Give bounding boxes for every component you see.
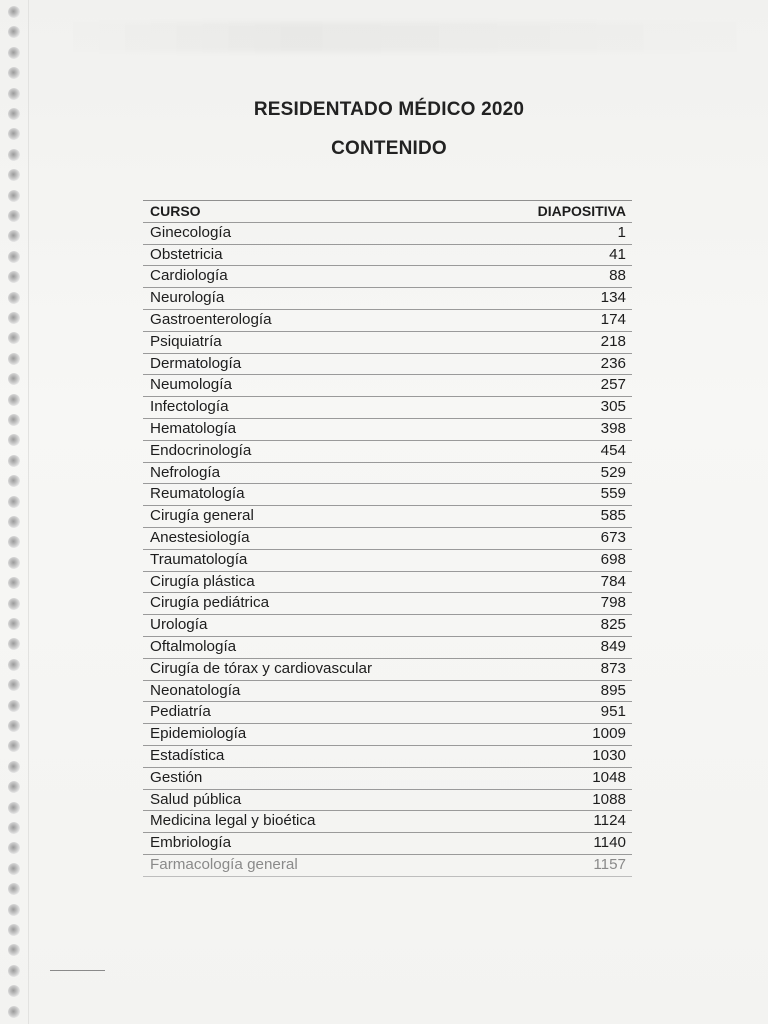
slide-number: 895 bbox=[600, 681, 626, 699]
table-row bbox=[143, 288, 632, 310]
course-name: Gestión bbox=[150, 768, 203, 786]
course-name: Endocrinología bbox=[150, 441, 252, 459]
table-row bbox=[143, 615, 632, 637]
spiral-hole bbox=[8, 6, 20, 18]
spiral-hole bbox=[8, 332, 20, 344]
course-name: Pediatría bbox=[150, 703, 211, 721]
document-subtitle: CONTENIDO bbox=[331, 138, 447, 159]
spiral-hole bbox=[8, 169, 20, 181]
slide-number: 673 bbox=[600, 528, 626, 546]
slide-number: 236 bbox=[600, 354, 626, 372]
spiral-hole bbox=[8, 802, 20, 814]
slide-number: 529 bbox=[600, 463, 626, 481]
spiral-hole bbox=[8, 557, 20, 569]
spiral-hole bbox=[8, 761, 20, 773]
spiral-hole bbox=[8, 985, 20, 997]
spiral-hole bbox=[8, 965, 20, 977]
spiral-hole bbox=[8, 516, 20, 528]
table-row bbox=[143, 375, 632, 397]
slide-number: 1048 bbox=[592, 768, 626, 786]
course-name: Anestesiología bbox=[150, 528, 250, 546]
slide-number: 798 bbox=[600, 594, 626, 612]
spiral-hole bbox=[8, 618, 20, 630]
course-name: Epidemiología bbox=[150, 725, 247, 743]
table-row bbox=[143, 702, 632, 724]
course-name: Medicina legal y bioética bbox=[150, 812, 316, 830]
course-name: Hematología bbox=[150, 419, 237, 437]
slide-number: 585 bbox=[600, 507, 626, 525]
course-name: Ginecología bbox=[150, 223, 232, 241]
spiral-hole bbox=[8, 251, 20, 263]
course-name: Reumatología bbox=[150, 485, 245, 503]
spiral-hole bbox=[8, 455, 20, 467]
bleed-through-text bbox=[60, 22, 760, 52]
table-header-row bbox=[143, 200, 632, 223]
table-row bbox=[143, 266, 632, 288]
slide-number: 305 bbox=[600, 398, 626, 416]
spiral-hole bbox=[8, 414, 20, 426]
course-name: Psiquiatría bbox=[150, 332, 222, 350]
spiral-hole bbox=[8, 312, 20, 324]
slide-number: 454 bbox=[600, 441, 626, 459]
spiral-hole bbox=[8, 944, 20, 956]
course-name: Infectología bbox=[150, 398, 229, 416]
table-row bbox=[143, 463, 632, 485]
table-row bbox=[143, 223, 632, 245]
slide-number: 218 bbox=[600, 332, 626, 350]
spiral-hole bbox=[8, 700, 20, 712]
table-row bbox=[143, 790, 632, 812]
spiral-hole bbox=[8, 26, 20, 38]
course-name: Neonatología bbox=[150, 681, 241, 699]
spiral-hole bbox=[8, 638, 20, 650]
table-row bbox=[143, 550, 632, 572]
table-row bbox=[143, 724, 632, 746]
slide-number: 134 bbox=[600, 289, 626, 307]
slide-number: 174 bbox=[600, 310, 626, 328]
course-name: Cirugía de tórax y cardiovascular bbox=[150, 659, 373, 677]
table-row bbox=[143, 419, 632, 441]
spiral-hole bbox=[8, 47, 20, 59]
slide-number: 1009 bbox=[592, 725, 626, 743]
spiral-hole bbox=[8, 598, 20, 610]
spiral-hole bbox=[8, 190, 20, 202]
spiral-hole bbox=[8, 577, 20, 589]
table-row bbox=[143, 811, 632, 833]
course-name: Obstetricia bbox=[150, 245, 223, 263]
spiral-hole bbox=[8, 394, 20, 406]
course-name: Cirugía plástica bbox=[150, 572, 255, 590]
slide-number: 88 bbox=[609, 267, 626, 285]
slide-number: 1124 bbox=[593, 812, 626, 830]
table-row bbox=[143, 397, 632, 419]
course-name: Gastroenterología bbox=[150, 310, 272, 328]
slide-number: 257 bbox=[600, 376, 626, 394]
column-header-curso: CURSO bbox=[150, 203, 201, 219]
table-row bbox=[143, 332, 632, 354]
course-name: Cardiología bbox=[150, 267, 228, 285]
course-name: Nefrología bbox=[150, 463, 221, 481]
table-row bbox=[143, 833, 632, 855]
spiral-hole bbox=[8, 536, 20, 548]
table-row bbox=[143, 528, 632, 550]
spiral-hole bbox=[8, 924, 20, 936]
spiral-hole bbox=[8, 781, 20, 793]
course-name: Urología bbox=[150, 616, 208, 634]
slide-number: 849 bbox=[600, 637, 626, 655]
slide-number: 1157 bbox=[593, 855, 626, 873]
table-row bbox=[143, 245, 632, 267]
table-row bbox=[143, 855, 632, 877]
slide-number: 873 bbox=[600, 659, 626, 677]
course-name: Oftalmología bbox=[150, 637, 237, 655]
table-row bbox=[143, 506, 632, 528]
spiral-hole bbox=[8, 210, 20, 222]
spiral-hole bbox=[8, 292, 20, 304]
slide-number: 951 bbox=[600, 703, 626, 721]
course-name: Cirugía pediátrica bbox=[150, 594, 270, 612]
spiral-hole bbox=[8, 679, 20, 691]
spiral-hole bbox=[8, 822, 20, 834]
spiral-hole bbox=[8, 230, 20, 242]
spiral-hole bbox=[8, 67, 20, 79]
slide-number: 41 bbox=[609, 245, 626, 263]
slide-number: 784 bbox=[600, 572, 626, 590]
slide-number: 559 bbox=[600, 485, 626, 503]
slide-number: 698 bbox=[600, 550, 626, 568]
slide-number: 1088 bbox=[592, 790, 626, 808]
spiral-hole bbox=[8, 659, 20, 671]
spiral-hole bbox=[8, 434, 20, 446]
slide-number: 1 bbox=[617, 223, 626, 241]
spiral-hole bbox=[8, 271, 20, 283]
spiral-hole bbox=[8, 720, 20, 732]
table-row bbox=[143, 593, 632, 615]
table-row bbox=[143, 659, 632, 681]
table-row bbox=[143, 572, 632, 594]
pencil-mark bbox=[50, 970, 105, 971]
slide-number: 1140 bbox=[593, 834, 626, 852]
table-body bbox=[143, 223, 632, 877]
document-title: RESIDENTADO MÉDICO 2020 bbox=[253, 99, 525, 120]
table-row bbox=[143, 768, 632, 790]
course-name: Neumología bbox=[150, 376, 232, 394]
table-row bbox=[143, 484, 632, 506]
spiral-hole bbox=[8, 475, 20, 487]
spiral-hole bbox=[8, 373, 20, 385]
spiral-hole bbox=[8, 88, 20, 100]
course-name: Dermatología bbox=[150, 354, 242, 372]
spiral-hole bbox=[8, 353, 20, 365]
table-row bbox=[143, 441, 632, 463]
slide-number: 1030 bbox=[592, 746, 626, 764]
course-name: Embriología bbox=[150, 834, 232, 852]
table-row bbox=[143, 681, 632, 703]
table-row bbox=[143, 746, 632, 768]
course-name: Salud pública bbox=[150, 790, 242, 808]
column-header-diapositiva: DIAPOSITIVA bbox=[537, 203, 626, 219]
course-name: Traumatología bbox=[150, 550, 248, 568]
spiral-hole bbox=[8, 883, 20, 895]
slide-number: 398 bbox=[600, 419, 626, 437]
course-name: Farmacología general bbox=[150, 855, 298, 873]
slide-number: 825 bbox=[600, 616, 626, 634]
spiral-hole bbox=[8, 904, 20, 916]
table-row bbox=[143, 354, 632, 376]
spiral-hole bbox=[8, 863, 20, 875]
spiral-hole bbox=[8, 1006, 20, 1018]
table-row bbox=[143, 637, 632, 659]
spiral-hole bbox=[8, 740, 20, 752]
spiral-hole bbox=[8, 842, 20, 854]
contents-table bbox=[143, 200, 632, 877]
course-name: Cirugía general bbox=[150, 507, 254, 525]
table-row bbox=[143, 310, 632, 332]
course-name: Neurología bbox=[150, 289, 225, 307]
spiral-hole bbox=[8, 496, 20, 508]
course-name: Estadística bbox=[150, 746, 225, 764]
